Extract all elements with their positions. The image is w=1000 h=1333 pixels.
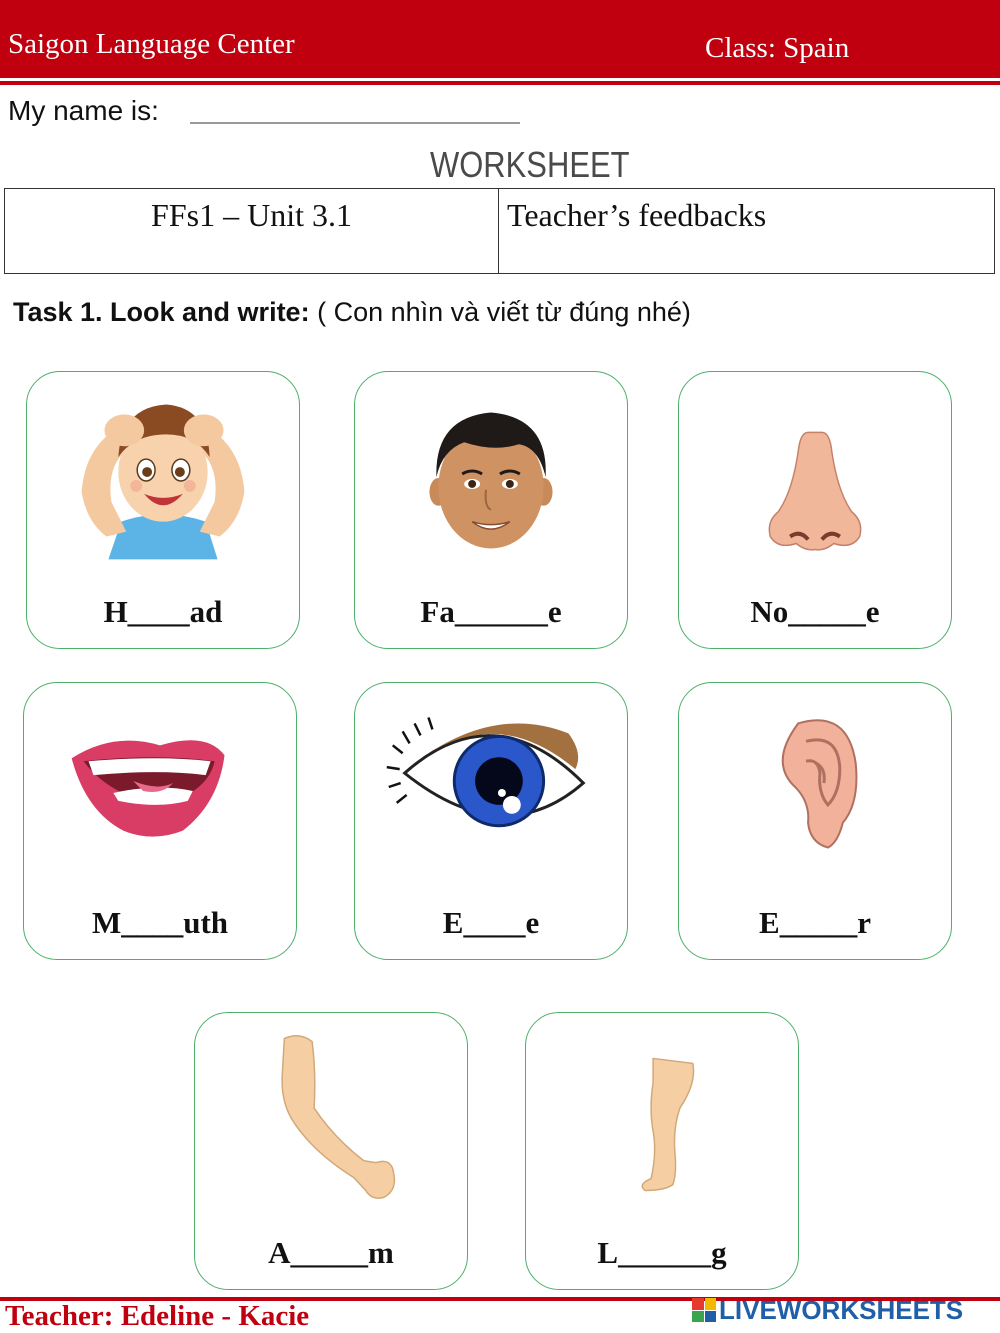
class-label: Class: Spain — [705, 32, 850, 64]
brand-logo — [692, 1295, 963, 1325]
header-divider — [0, 81, 1000, 85]
task-heading — [13, 297, 691, 328]
card-eye — [354, 682, 628, 960]
worksheet-title: WORKSHEET — [430, 144, 630, 185]
fill-in-word[interactable]: E____e — [442, 905, 540, 940]
task-title: Task 1. Look and write: — [13, 297, 310, 327]
head-icon — [27, 372, 299, 582]
liveworksheets-icon — [692, 1298, 716, 1322]
card-head — [26, 371, 300, 649]
fill-in-word[interactable]: Fa______e — [420, 594, 562, 629]
mouth-icon — [24, 683, 296, 893]
info-table — [4, 188, 995, 274]
face-icon — [355, 372, 627, 582]
arm-icon — [195, 1013, 467, 1223]
card-leg — [525, 1012, 799, 1290]
name-input-line[interactable] — [190, 122, 520, 124]
card-arm — [194, 1012, 468, 1290]
brand-name: LIVEWORKSHEETS — [719, 1294, 964, 1325]
card-nose — [678, 371, 952, 649]
name-label: My name is: — [8, 95, 159, 126]
card-ear — [678, 682, 952, 960]
fill-in-word[interactable]: A_____m — [268, 1235, 394, 1270]
fill-in-word[interactable]: E_____r — [759, 905, 871, 940]
card-face — [354, 371, 628, 649]
nose-icon — [679, 372, 951, 582]
ear-icon — [679, 683, 951, 893]
fill-in-word[interactable]: No_____e — [750, 594, 880, 629]
fill-in-word[interactable]: L______g — [597, 1235, 727, 1270]
card-mouth — [23, 682, 297, 960]
school-name: Saigon Language Center — [8, 28, 295, 60]
feedback-cell: Teacher’s feedbacks — [507, 197, 767, 233]
fill-in-word[interactable]: M____uth — [91, 905, 229, 940]
fill-in-word[interactable]: H____ad — [103, 594, 223, 629]
teacher-credit: Teacher: Edeline - Kacie — [5, 1300, 310, 1332]
unit-cell: FFs1 – Unit 3.1 — [5, 189, 499, 273]
eye-icon — [355, 683, 627, 893]
leg-icon — [526, 1013, 798, 1223]
task-instruction: ( Con nhìn và viết từ đúng nhé) — [317, 297, 691, 327]
